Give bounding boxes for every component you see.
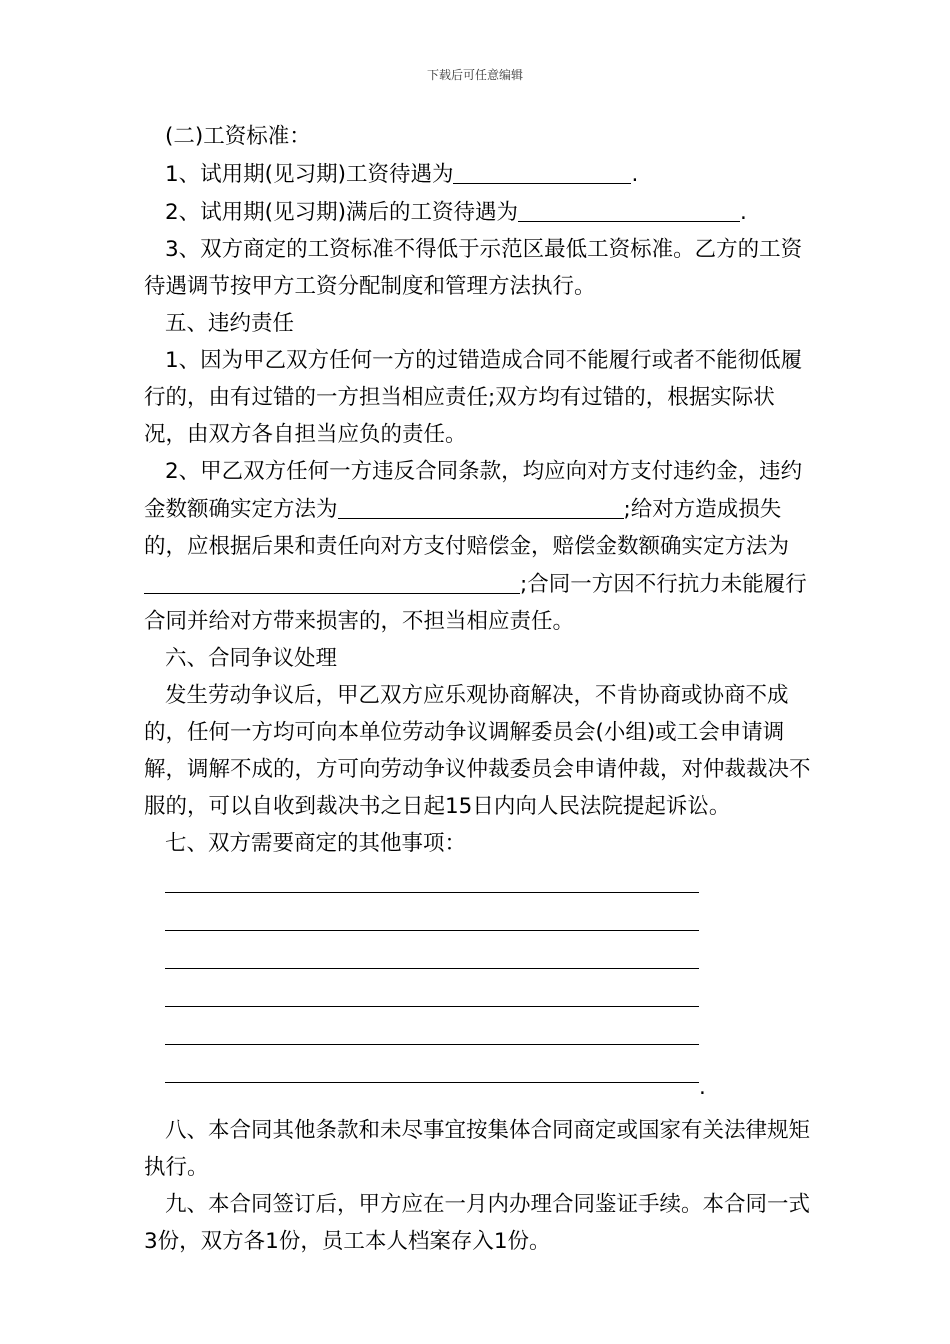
section-7-title: 七、双方需要商定的其他事项： bbox=[165, 831, 467, 856]
section-5-item-1: 1、因为甲乙双方任何一方的过错造成合同不能履行或者不能彻低履行的，由有过错的一方担当相应责任;双方均有过错的，根据实际状况，由双方各自担当应负的责任。 bbox=[144, 348, 803, 447]
other-matters-line bbox=[165, 1018, 699, 1045]
wage-item-2-blank bbox=[518, 193, 740, 222]
wage-item-2 bbox=[144, 193, 812, 231]
section-6-title: 六、合同争议处理 bbox=[165, 646, 338, 671]
document-body bbox=[144, 118, 812, 1260]
section-5-title: 五、违约责任 bbox=[165, 311, 295, 336]
wage-item-1-blank bbox=[453, 155, 631, 184]
wage-item-1-text: 1、试用期(见习期)工资待遇为 bbox=[165, 162, 454, 187]
wage-title: (二)工资标准： bbox=[165, 124, 311, 149]
section-5-item-2 bbox=[144, 453, 812, 640]
other-matters-lines bbox=[144, 862, 812, 1106]
wage-item-3: 3、双方商定的工资标准不得低于示范区最低工资标准。乙方的工资待遇调节按甲方工资分配制度和管理方法执行。 bbox=[144, 237, 803, 299]
other-matters-line bbox=[165, 1056, 699, 1083]
section-9: 九、本合同签订后，甲方应在一月内办理合同鉴证手续。本合同一式3份，双方各1份，员工本人档案存入1份。 bbox=[144, 1192, 811, 1254]
wage-item-1 bbox=[144, 155, 812, 193]
compensation-method-blank bbox=[144, 565, 520, 594]
wage-item-1-end: . bbox=[631, 162, 639, 187]
wage-item-2-text: 2、试用期(见习期)满后的工资待遇为 bbox=[165, 200, 518, 225]
section-5-item-2-text-a: 2、甲乙双方任何一方违反合同条款，均应向对方支付违约金，违约金数额确实定方法为 bbox=[144, 459, 803, 522]
other-matters-line bbox=[165, 980, 699, 1007]
wage-item-2-end: . bbox=[739, 200, 747, 225]
other-matters-last-row bbox=[144, 1056, 812, 1106]
other-matters-line bbox=[165, 904, 699, 931]
section-8: 八、本合同其他条款和未尽事宜按集体合同商定或国家有关法律规矩执行。 bbox=[144, 1118, 811, 1180]
section-6-body: 发生劳动争议后，甲乙双方应乐观协商解决，不肯协商或协商不成的，任何一方均可向本单位劳动争议调解委员会(小组)或工会申请调解，调解不成的，方可向劳动争议仲裁委员会申请仲裁，对仲裁裁决不服的，可以自收到裁决书之日起15日内向人民法院提起诉讼。 bbox=[144, 683, 811, 819]
page-header: 下载后可任意编辑 bbox=[426, 68, 523, 82]
other-matters-line bbox=[165, 942, 699, 969]
other-matters-end: . bbox=[699, 1075, 706, 1100]
section-5-item-2-text-c: ;合同一方因不行抗力未能履行合同并给对方带来损害的，不担当相应责任。 bbox=[144, 572, 807, 634]
penalty-method-blank bbox=[338, 490, 624, 519]
other-matters-line bbox=[165, 866, 699, 893]
section-5-item-2-text-b: ;给对方造成损失的，应根据后果和责任向对方支付赔偿金，赔偿金数额确实定方法为 bbox=[144, 497, 790, 559]
